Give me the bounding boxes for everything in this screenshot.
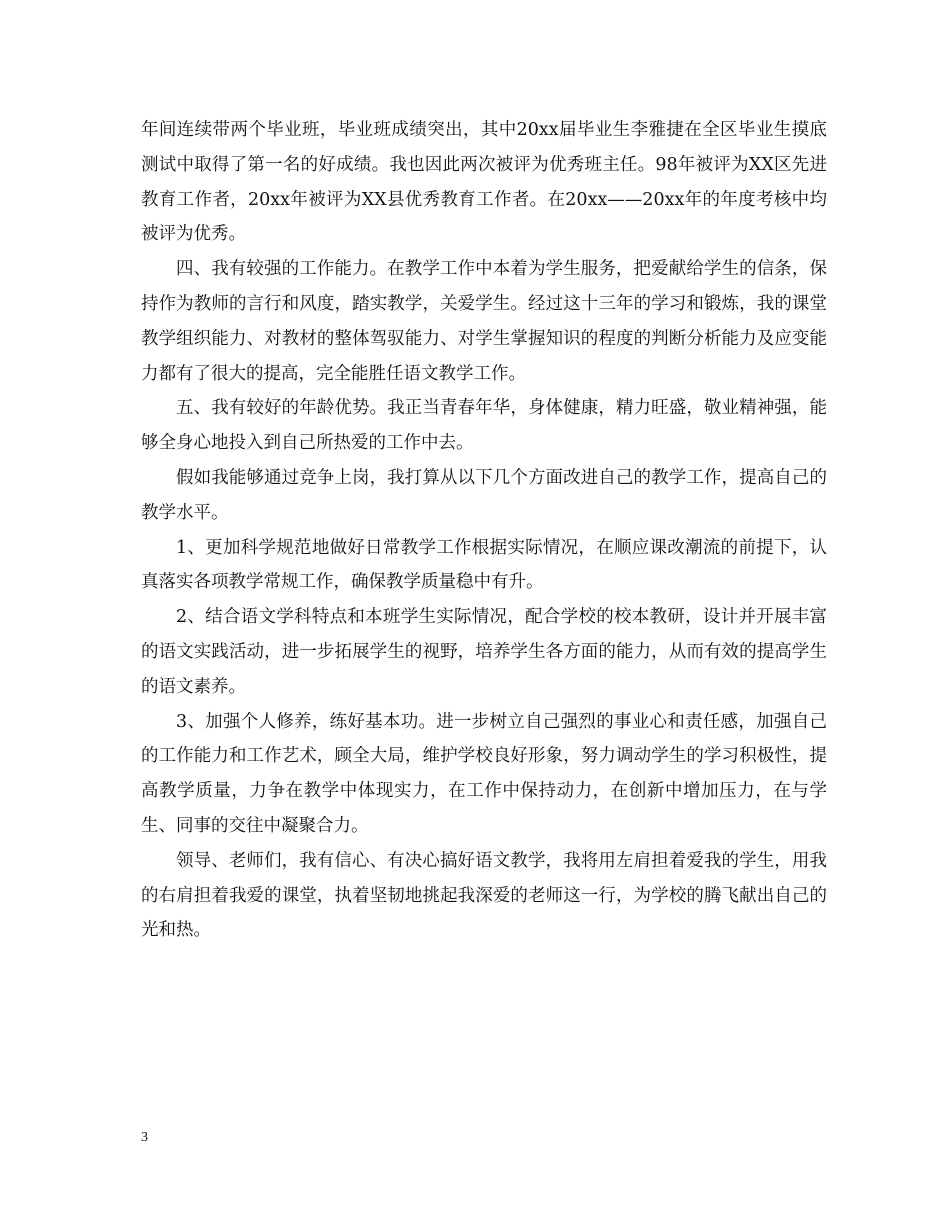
page-number: 3 — [141, 1130, 148, 1145]
paragraph-closing: 领导、老师们，我有信心、有决心搞好语文教学，我将用左肩担着爱我的学生，用我的右肩担着我爱的课堂，执着坚韧地挑起我深爱的老师这一行，为学校的腾飞献出自己的光和热。 — [141, 850, 827, 941]
paragraph-item-1: 1、更加科学规范地做好日常教学工作根据实际情况，在顺应课改潮流的前提下，认真落实各项教学常规工作，确保教学质量稳中有升。 — [141, 537, 827, 593]
paragraph-item-2: 2、结合语文学科特点和本班学生实际情况，配合学校的校本教研，设计并开展丰富的语文实践活动，进一步拓展学生的视野，培养学生各方面的能力，从而有效的提高学生的语文素养。 — [141, 607, 827, 697]
paragraph-age-advantage: 五、我有较好的年龄优势。我正当青春年华，身体健康，精力旺盛，敬业精神强，能够全身心地投入到自己所热爱的工作中去。 — [141, 398, 827, 454]
paragraph-improvement-intro: 假如我能够通过竞争上岗，我打算从以下几个方面改进自己的教学工作，提高自己的教学水平。 — [141, 467, 827, 523]
paragraph-item-3: 3、加强个人修养，练好基本功。进一步树立自己强烈的事业心和责任感，加强自己的工作能力和工作艺术，顾全大局，维护学校良好形象，努力调动学生的学习积极性，提高教学质量，力争在教学中体现实力，在工作中保持动力，在创新中增加压力，在与学生、同事的交往中凝聚合力。 — [141, 711, 827, 836]
document-body — [141, 113, 827, 948]
paragraph-work-ability: 四、我有较强的工作能力。在教学工作中本着为学生服务，把爱献给学生的信条，保持作为教师的言行和风度，踏实教学，关爱学生。经过这十三年的学习和锻炼，我的课堂教学组织能力、对教材的整体驾驭能力、对学生掌握知识的程度的判断分析能力及应变能力都有了很大的提高，完全能胜任语文教学工作。 — [141, 259, 827, 384]
paragraph-continuation: 年间连续带两个毕业班，毕业班成绩突出，其中20xx届毕业生李雅捷在全区毕业生摸底测试中取得了第一名的好成绩。我也因此两次被评为优秀班主任。98年被评为XX区先进教育工作者，20xx年被评为XX县优秀教育工作者。在20xx——20xx年的年度考核中均被评为优秀。 — [141, 120, 827, 245]
